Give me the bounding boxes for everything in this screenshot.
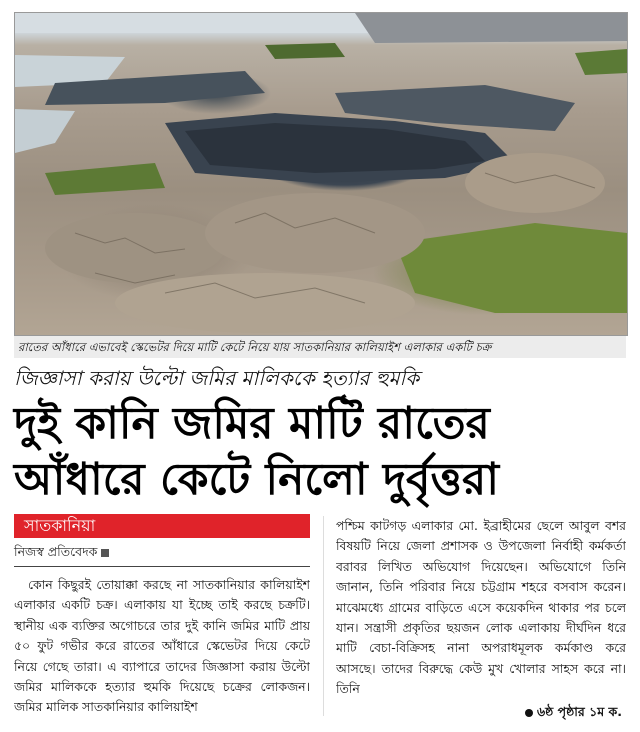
square-bullet-icon — [101, 549, 109, 557]
news-photo — [14, 12, 628, 336]
headline-line-2: আঁধারে কেটে নিলো দুর্বৃত্তরা — [14, 454, 499, 505]
article-body-left-column: কোন কিছুরই তোয়াক্কা করছে না সাতকানিয়ার কালিয়াইশ এলাকার একটি চক্র। এলাকায় যা ইচ্ছে তাই করছে চক্রটি। স্থানীয় এক ব্যক্তির অগোচরে তার দুই কানি জমির মাটি প্রায় ৫০ ফুট গভীর করে রাতের আঁধারে স্কেভেটর দিয়ে কেটে নিয়ে গেছে তারা। এ ব্যাপারে তাদের জিজ্ঞাসা করায় উল্টো জমির মালিককে হত্যার হুমকি দিয়েছে চক্রের লোকজন। জমির মালিক সাতকানিয়ার কালিয়াইশ — [14, 566, 310, 720]
kicker-headline: জিজ্ঞাসা করায় উল্টো জমির মালিককে হত্যার হুমকি — [14, 366, 420, 390]
photo-caption: রাতের আঁধারে এভাবেই স্কেভেটর দিয়ে মাটি কেটে নিয়ে যায় সাতকানিয়ার কালিয়াইশ এলাকার একটি চক্র — [14, 336, 626, 358]
continued-reference — [525, 704, 622, 724]
main-headline — [14, 396, 626, 508]
bullet-icon — [525, 709, 533, 717]
article-body-right-column: পশ্চিম কাটগড় এলাকার মো. ইব্রাহীমের ছেলে আবুল বশর বিষয়টি নিয়ে জেলা প্রশাসক ও উপজেলা নির্বাহী কর্মকর্তা বরাবর লিখিত অভিযোগ দিয়েছেন। অভিযোগে তিনি জানান, তিনি পরিবার নিয়ে চট্টগ্রাম শহরে বসবাস করেন। মাঝেমধ্যে গ্রামের বাড়িতে এসে কয়েকদিন থাকার পর চলে যান। সন্ত্রাসী প্রকৃতির ছয়জন লোক এলাকায় দীর্ঘদিন ধরে মাটি বেচা-বিক্রিসহ নানা অপরাধমূলক কর্মকাণ্ড করে আসছে। তাদের বিরুদ্ধে কেউ মুখ খোলার সাহস করে না। তিনি — [336, 518, 626, 696]
byline-text: নিজস্ব প্রতিবেদক — [14, 544, 98, 559]
section-label: সাতকানিয়া — [14, 514, 310, 538]
continued-text: ৬ষ্ঠ পৃষ্ঠার ১ম ক. — [536, 704, 622, 719]
byline — [14, 544, 109, 564]
excavation-site-illustration — [15, 13, 627, 335]
headline-line-1: দুই কানি জমির মাটি রাতের — [14, 398, 490, 449]
column-divider — [323, 516, 324, 716]
